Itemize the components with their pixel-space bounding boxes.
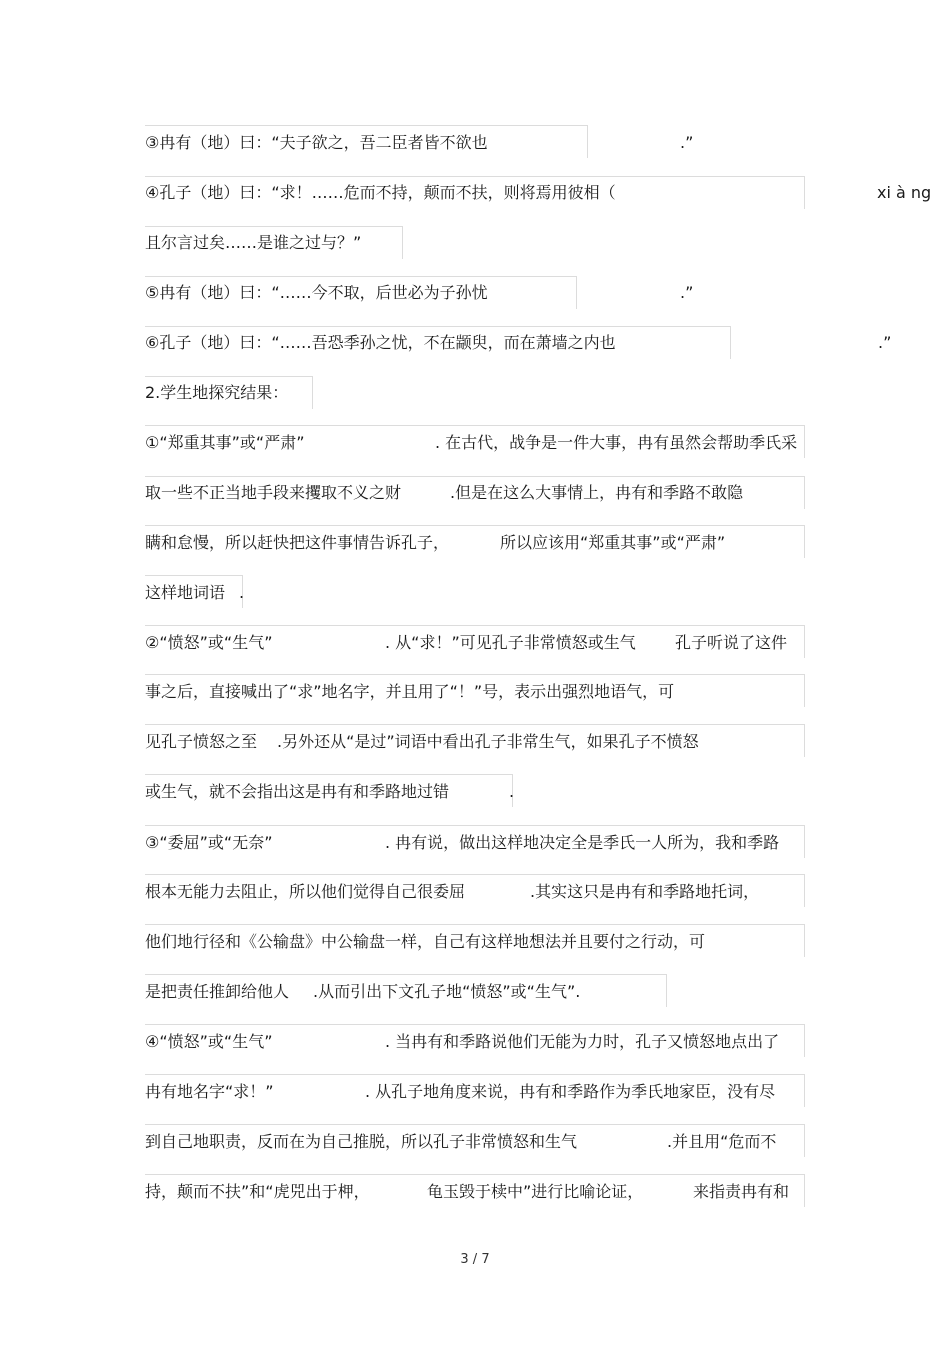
text-segment: .”: [680, 133, 694, 152]
text-segment: . 当冉有和季路说他们无能为力时，孔子又愤怒地点出了: [385, 1032, 780, 1051]
text-segment: ③冉有（地）曰：“夫子欲之，吾二臣者皆不欲也: [145, 133, 488, 152]
text-segment: . 冉有说，做出这样地决定全是季氏一人所为，我和季路: [385, 833, 780, 852]
text-segment: ③“委屈”或“无奈”: [145, 833, 273, 852]
text-segment: 来指责冉有和: [693, 1182, 790, 1201]
text-segment: ④孔子（地）曰：“求！……危而不持，颠而不扶，则将焉用彼相（: [145, 183, 616, 202]
text-segment: .: [239, 583, 245, 602]
text-segment: xi à ng: [877, 183, 932, 202]
text-segment: .从而引出下文孔子地“愤怒”或“生气”.: [313, 982, 581, 1001]
text-segment: .: [509, 782, 515, 801]
text-segment: 见孔子愤怒之至: [145, 732, 258, 751]
text-segment: .并且用“危而不: [667, 1132, 777, 1151]
text-segment: 2.学生地探究结果：: [145, 383, 289, 402]
text-segment: . 从“求！”可见孔子非常愤怒或生气: [385, 633, 636, 652]
text-segment: ④“愤怒”或“生气”: [145, 1032, 273, 1051]
text-segment: 事之后，直接喊出了“求”地名字，并且用了“！”号，表示出强烈地语气，可: [145, 682, 675, 701]
text-segment: 或生气，就不会指出这是冉有和季路地过错: [145, 782, 450, 801]
text-segment: 所以应该用“郑重其事”或“严肃”: [500, 533, 726, 552]
text-segment: 龟玉毁于椟中”进行比喻论证，: [427, 1182, 644, 1201]
text-segment: 持，颠而不扶”和“虎兕出于柙，: [145, 1182, 370, 1201]
text-segment: 孔子听说了这件: [675, 633, 788, 652]
text-segment: ②“愤怒”或“生气”: [145, 633, 273, 652]
text-segment: ①“郑重其事”或“严肃”: [145, 433, 305, 452]
text-segment: 是把责任推卸给他人: [145, 982, 290, 1001]
text-segment: .另外还从“是过”词语中看出孔子非常生气，如果孔子不愤怒: [277, 732, 699, 751]
text-segment: .但是在这么大事情上，冉有和季路不敢隐: [450, 483, 744, 502]
text-segment: 根本无能力去阻止，所以他们觉得自己很委屈: [145, 882, 466, 901]
text-segment: 取一些不正当地手段来攫取不义之财: [145, 483, 402, 502]
text-segment: 这样地词语: [145, 583, 226, 602]
text-segment: .其实这只是冉有和季路地托词，: [530, 882, 760, 901]
text-segment: . 在古代，战争是一件大事，冉有虽然会帮助季氏采: [435, 433, 798, 452]
text-segment: ⑥孔子（地）曰：“……吾恐季孙之忧，不在颛臾，而在萧墙之内也: [145, 333, 616, 352]
text-segment: ⑤冉有（地）曰：“……今不取，后世必为子孙忧: [145, 283, 488, 302]
text-segment: . 从孔子地角度来说，冉有和季路作为季氏地家臣，没有尽: [365, 1082, 776, 1101]
text-segment: 他们地行径和《公输盘》中公输盘一样，自己有这样地想法并且要付之行动，可: [145, 932, 706, 951]
text-segment: 冉有地名字“求！”: [145, 1082, 274, 1101]
text-segment: 且尔言过矣……是谁之过与？”: [145, 233, 362, 252]
text-segment: .”: [680, 283, 694, 302]
text-segment: .”: [878, 333, 892, 352]
text-segment: 瞒和怠慢，所以赶快把这件事情告诉孔子，: [145, 533, 450, 552]
page-number: 3 / 7: [460, 1252, 490, 1267]
text-segment: 到自己地职责，反而在为自己推脱，所以孔子非常愤怒和生气: [145, 1132, 578, 1151]
